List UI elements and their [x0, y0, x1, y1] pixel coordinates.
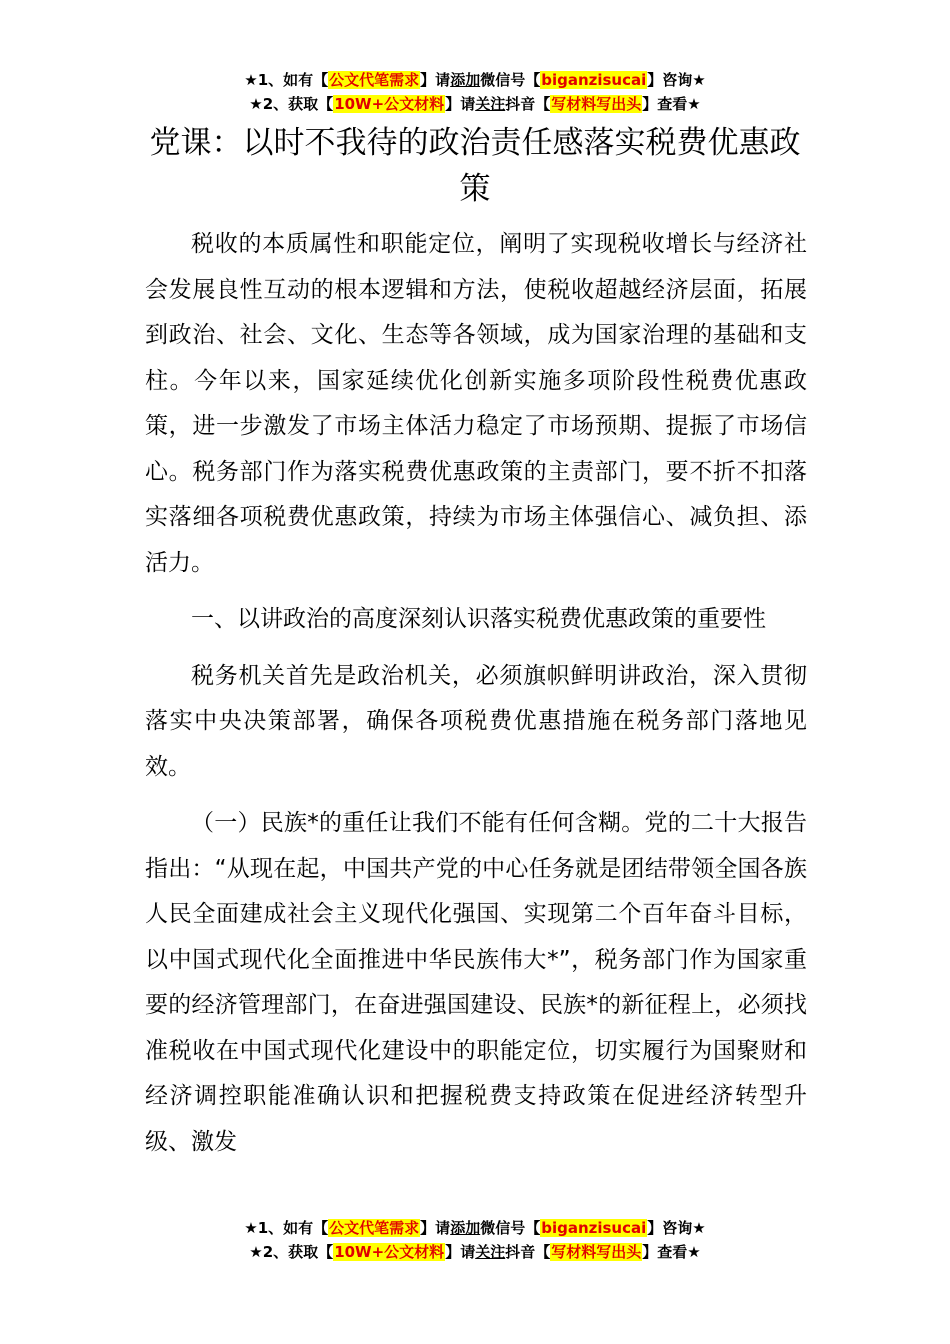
wechat-id: biganzisucai — [541, 1219, 647, 1237]
banner-line-2: ★2、获取【10W+公文材料】请关注抖音【写材料写出头】查看★ — [249, 1243, 701, 1261]
douyin-account: 写材料写出头 — [551, 95, 642, 113]
paragraph: 税务机关首先是政治机关，必须旗帜鲜明讲政治，深入贯彻落实中央决策部署，确保各项税费优惠措施在税务部门落地见效。 — [145, 662, 807, 780]
douyin-account: 写材料写出头 — [551, 1243, 642, 1261]
wechat-id: biganzisucai — [541, 71, 647, 89]
banner-line-1: ★1、如有【公文代笔需求】请添加微信号【biganzisucai】咨询★ — [244, 71, 706, 89]
highlight-text: 10W+公文材料 — [334, 95, 445, 113]
highlight-text: 公文代笔需求 — [329, 71, 420, 89]
document-body — [145, 222, 807, 1165]
banner-line-2: ★2、获取【10W+公文材料】请关注抖音【写材料写出头】查看★ — [249, 95, 701, 113]
footer-banner — [0, 1216, 950, 1264]
banner-line-1: ★1、如有【公文代笔需求】请添加微信号【biganzisucai】咨询★ — [244, 1219, 706, 1237]
paragraph: （一）民族*的重任让我们不能有任何含糊。党的二十大报告指出：“从现在起，中国共产党的中心任务就是团结带领全国各族人民全面建成社会主义现代化强国、实现第二个百年奋斗目标，以中国式现代化全面推进中华民族伟大*”，税务部门作为国家重要的经济管理部门，在奋进强国建设、民族*的新征程上，必须找准税收在中国式现代化建设中的职能定位，切实履行为国聚财和经济调控职能准确认识和把握税费支持政策在促进经济转型升级、激发 — [145, 810, 807, 1155]
highlight-text: 10W+公文材料 — [334, 1243, 445, 1261]
document-title: 党课：以时不我待的政治责任感落实税费优惠政策 — [149, 125, 801, 207]
paragraph: 税收的本质属性和职能定位，阐明了实现税收增长与经济社会发展良性互动的根本逻辑和方法，使税收超越经济层面，拓展到政治、社会、文化、生态等各领域，成为国家治理的基础和支柱。今年以来，国家延续优化创新实施多项阶段性税费优惠政策，进一步激发了市场主体活力稳定了市场预期、提振了市场信心。税务部门作为落实税费优惠政策的主责部门，要不折不扣落实落细各项税费优惠政策，持续为市场主体强信心、减负担、添活力。 — [145, 231, 807, 576]
header-banner — [0, 68, 950, 116]
section-heading: 一、以讲政治的高度深刻认识落实税费优惠政策的重要性 — [191, 606, 766, 632]
highlight-text: 公文代笔需求 — [329, 1219, 420, 1237]
